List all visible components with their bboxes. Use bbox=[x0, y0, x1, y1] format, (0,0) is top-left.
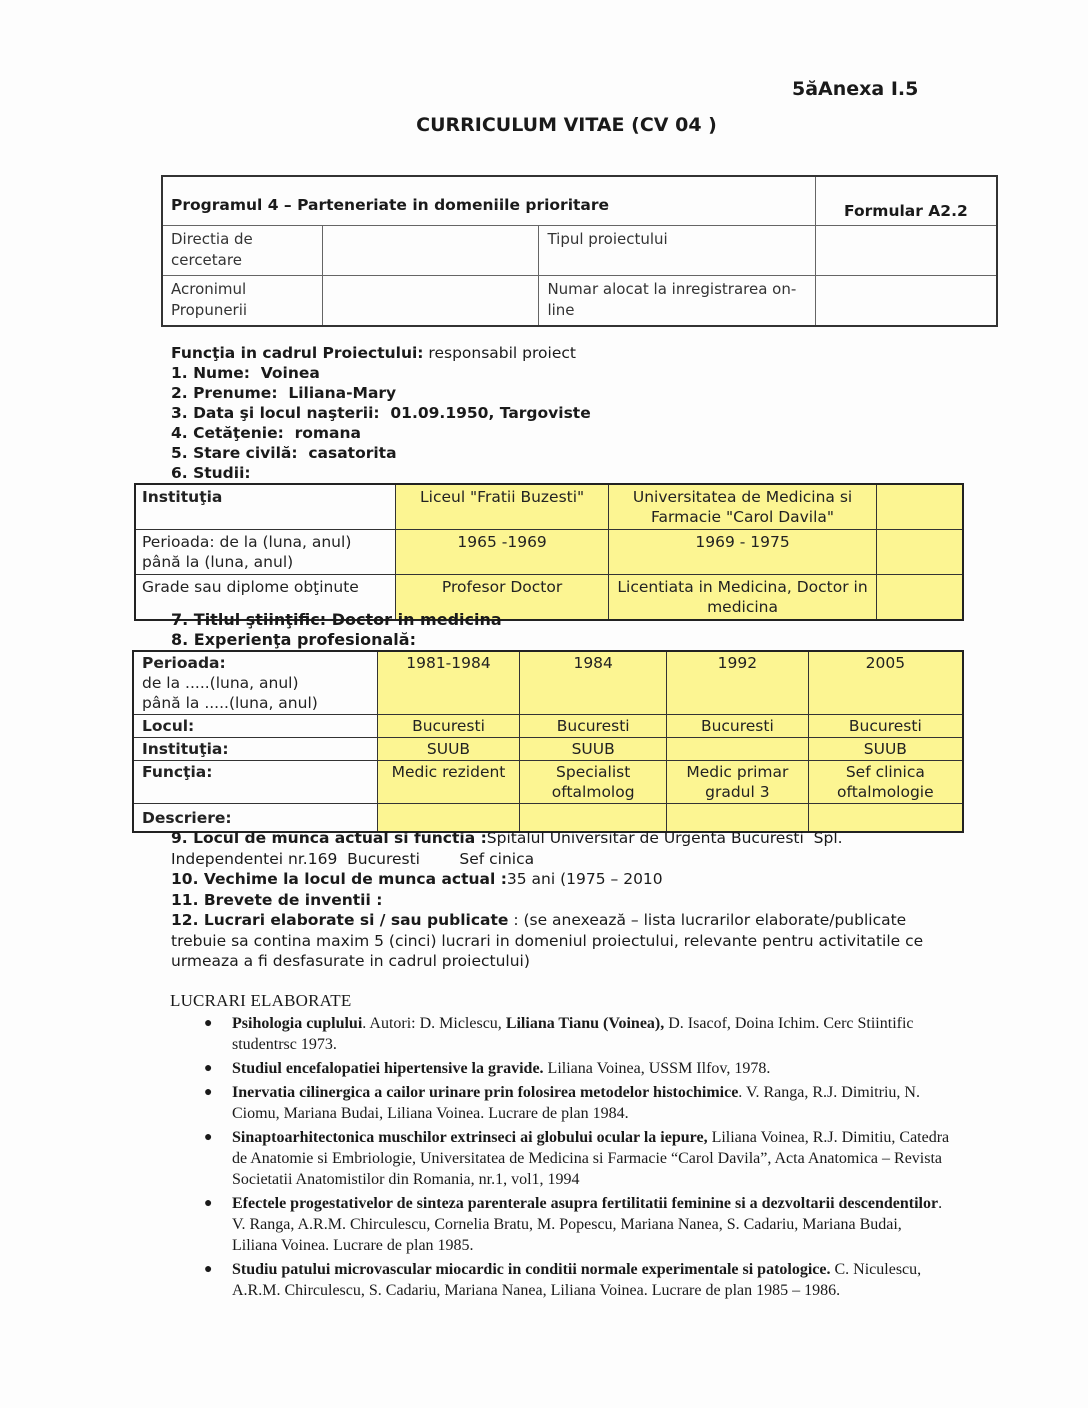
table-cell: Liceul "Fratii Buzesti" bbox=[395, 484, 608, 530]
project-type-label: Tipul proiectului bbox=[539, 226, 815, 276]
first-name-line: 2. Prenume: Liliana-Mary bbox=[171, 384, 397, 402]
list-item: ● Efectele progestativelor de sinteza parenterale asupra fertilitatii feminine si a dezvoltarii descendentilor. V. Ranga, A.R.M. Chirculescu, Cornelia Bratu, M. Popescu, Mariana Nanea, S. Cadariu, Mariana Budai, Liliana Voinea. Lucrare de plan 1985. bbox=[204, 1195, 943, 1254]
bullet-icon: ● bbox=[204, 1085, 213, 1100]
function-label: Funcţia: bbox=[133, 761, 377, 804]
bullet-icon: ● bbox=[204, 1196, 213, 1211]
seniority: 10. Vechime la locul de munca actual :35 ani (1975 – 2010 bbox=[171, 870, 663, 888]
experience-table bbox=[132, 650, 964, 833]
personal-info bbox=[171, 343, 591, 483]
description-label: Descriere: bbox=[133, 804, 377, 832]
table-cell bbox=[876, 530, 963, 575]
list-item: ● Studiul encefalopatiei hipertensive la gravide. Liliana Voinea, USSM Ilfov, 1978. bbox=[204, 1060, 771, 1077]
period-label: Perioada: de la (luna, anul) până la (luna, anul) bbox=[135, 530, 395, 575]
table-cell: Sef clinica oftalmologie bbox=[808, 761, 963, 804]
table-cell: Licentiata in Medicina, Doctor in medicina bbox=[609, 575, 876, 621]
table-cell: 2005 bbox=[808, 651, 963, 715]
form-cell: Formular A2.2 bbox=[815, 176, 997, 226]
table-cell: 1965 -1969 bbox=[395, 530, 608, 575]
registration-number-field[interactable] bbox=[815, 276, 997, 326]
table-cell: 1984 bbox=[520, 651, 667, 715]
program-row bbox=[162, 176, 997, 226]
studies-heading: 6. Studii: bbox=[171, 464, 251, 482]
name-line: 1. Nume: Voinea bbox=[171, 364, 320, 382]
table-row bbox=[162, 226, 997, 276]
birth-line: 3. Data şi locul naşterii: 01.09.1950, Targoviste bbox=[171, 404, 591, 422]
table-cell: 1981-1984 bbox=[377, 651, 520, 715]
research-direction-label: Directia de cercetare bbox=[162, 226, 323, 276]
bullet-icon: ● bbox=[204, 1016, 213, 1031]
patents: 11. Brevete de inventii : bbox=[171, 890, 383, 909]
place-label: Locul: bbox=[133, 715, 377, 738]
bullet-icon: ● bbox=[204, 1061, 213, 1076]
table-cell: Medic primar gradul 3 bbox=[667, 761, 809, 804]
works-heading: LUCRARI ELABORATE bbox=[170, 991, 352, 1010]
annex-label: 5ăAnexa I.5 bbox=[792, 78, 919, 100]
period-label-cell: Perioada: de la .....(luna, anul) până la .....(luna, anul) bbox=[133, 651, 377, 715]
acronym-label: Acronimul Propunerii bbox=[162, 276, 323, 326]
table-cell bbox=[876, 484, 963, 530]
current-workplace: 9. Locul de munca actual si functia :Spitalul Universitar de Urgenta Bucuresti Spl. Independentei nr.169 Bucuresti Sef cinica bbox=[171, 829, 848, 868]
table-cell: Specialist oftalmolog bbox=[520, 761, 667, 804]
sections-7-8 bbox=[171, 610, 502, 650]
project-type-field[interactable] bbox=[815, 226, 997, 276]
bullet-icon: ● bbox=[204, 1130, 213, 1145]
table-row bbox=[133, 715, 963, 738]
table-cell: SUUB bbox=[520, 738, 667, 761]
table-row bbox=[162, 276, 997, 326]
institution-label: Instituţia bbox=[135, 484, 395, 530]
institution-label: Instituţia: bbox=[133, 738, 377, 761]
table-cell: Medic rezident bbox=[377, 761, 520, 804]
works-section bbox=[170, 990, 950, 1304]
table-cell bbox=[667, 738, 809, 761]
list-item: ● Inervatia cilinergica a cailor urinare prin folosirea metodelor histochimice. V. Ranga, R.J. Dimitriu, N. Ciomu, Mariana Budai, Liliana Voinea. Lucrare de plan 1984. bbox=[204, 1084, 920, 1122]
research-direction-field[interactable] bbox=[323, 226, 539, 276]
works-list bbox=[170, 1013, 950, 1301]
civil-status-line: 5. Stare civilă: casatorita bbox=[171, 444, 397, 462]
table-cell: Bucuresti bbox=[520, 715, 667, 738]
experience-heading: 8. Experienţa profesională: bbox=[171, 630, 416, 649]
project-function: Funcţia in cadrul Proiectului: responsabil proiect bbox=[171, 344, 576, 362]
page-title: CURRICULUM VITAE (CV 04 ) bbox=[416, 114, 717, 136]
degrees-label: Grade sau diplome obţinute bbox=[135, 575, 395, 621]
table-cell: Universitatea de Medicina si Farmacie "Carol Davila" bbox=[609, 484, 876, 530]
list-item: ● Sinaptoarhitectonica muschilor extrinseci ai globului ocular la iepure, Liliana Voinea, R.J. Dimitiu, Catedra de Anatomie si Embriologie, Universitatea de Medicina si Farmacie “Carol Davila”, Acta Anatomica – Revista Societatii Anatomistilor din Romania, nr.1, vol1, 1994 bbox=[204, 1129, 950, 1188]
table-row bbox=[133, 651, 963, 715]
table-cell bbox=[876, 575, 963, 621]
registration-number-label: Numar alocat la inregistrarea on-line bbox=[539, 276, 815, 326]
acronym-field[interactable] bbox=[323, 276, 539, 326]
table-cell: Bucuresti bbox=[377, 715, 520, 738]
table-cell: Bucuresti bbox=[808, 715, 963, 738]
table-row bbox=[135, 484, 963, 530]
table-cell: Profesor Doctor bbox=[395, 575, 608, 621]
sections-9-12 bbox=[171, 828, 931, 972]
project-table bbox=[161, 175, 998, 327]
table-cell: SUUB bbox=[808, 738, 963, 761]
list-item: ● Psihologia cuplului. Autori: D. Miclescu, Liliana Tianu (Voinea), D. Isacof, Doina Ichim. Cerc Stiintific studentrsc 1973. bbox=[204, 1015, 914, 1053]
table-row bbox=[135, 530, 963, 575]
list-item: ● Studiu patului microvascular miocardic in conditii normale experimentale si patologice. C. Niculescu, A.R.M. Chirculescu, S. Cadariu, Mariana Nanea, Liliana Voinea. Lucrare de plan 1985 – 1986. bbox=[204, 1261, 922, 1299]
publications-note: 12. Lucrari elaborate si / sau publicate : (se anexează – lista lucrarilor elaborate/publicate trebuie sa contina maxim 5 (cinci) lucrari in domeniul proiectului, relevante pentru activitatile ce urmeaza a fi desfasurate in cadrul proiectului) bbox=[171, 911, 924, 970]
scientific-title: 7. Titlul ştiinţific: Doctor in medicina bbox=[171, 610, 502, 629]
table-cell: 1969 - 1975 bbox=[609, 530, 876, 575]
table-cell: 1992 bbox=[667, 651, 809, 715]
program-cell: Programul 4 – Parteneriate in domeniile prioritare bbox=[162, 176, 815, 226]
citizenship-line: 4. Cetăţenie: romana bbox=[171, 424, 362, 442]
bullet-icon: ● bbox=[204, 1262, 213, 1277]
table-row bbox=[133, 738, 963, 761]
table-row bbox=[133, 761, 963, 804]
table-cell: Bucuresti bbox=[667, 715, 809, 738]
studies-table bbox=[134, 483, 964, 621]
table-cell: SUUB bbox=[377, 738, 520, 761]
